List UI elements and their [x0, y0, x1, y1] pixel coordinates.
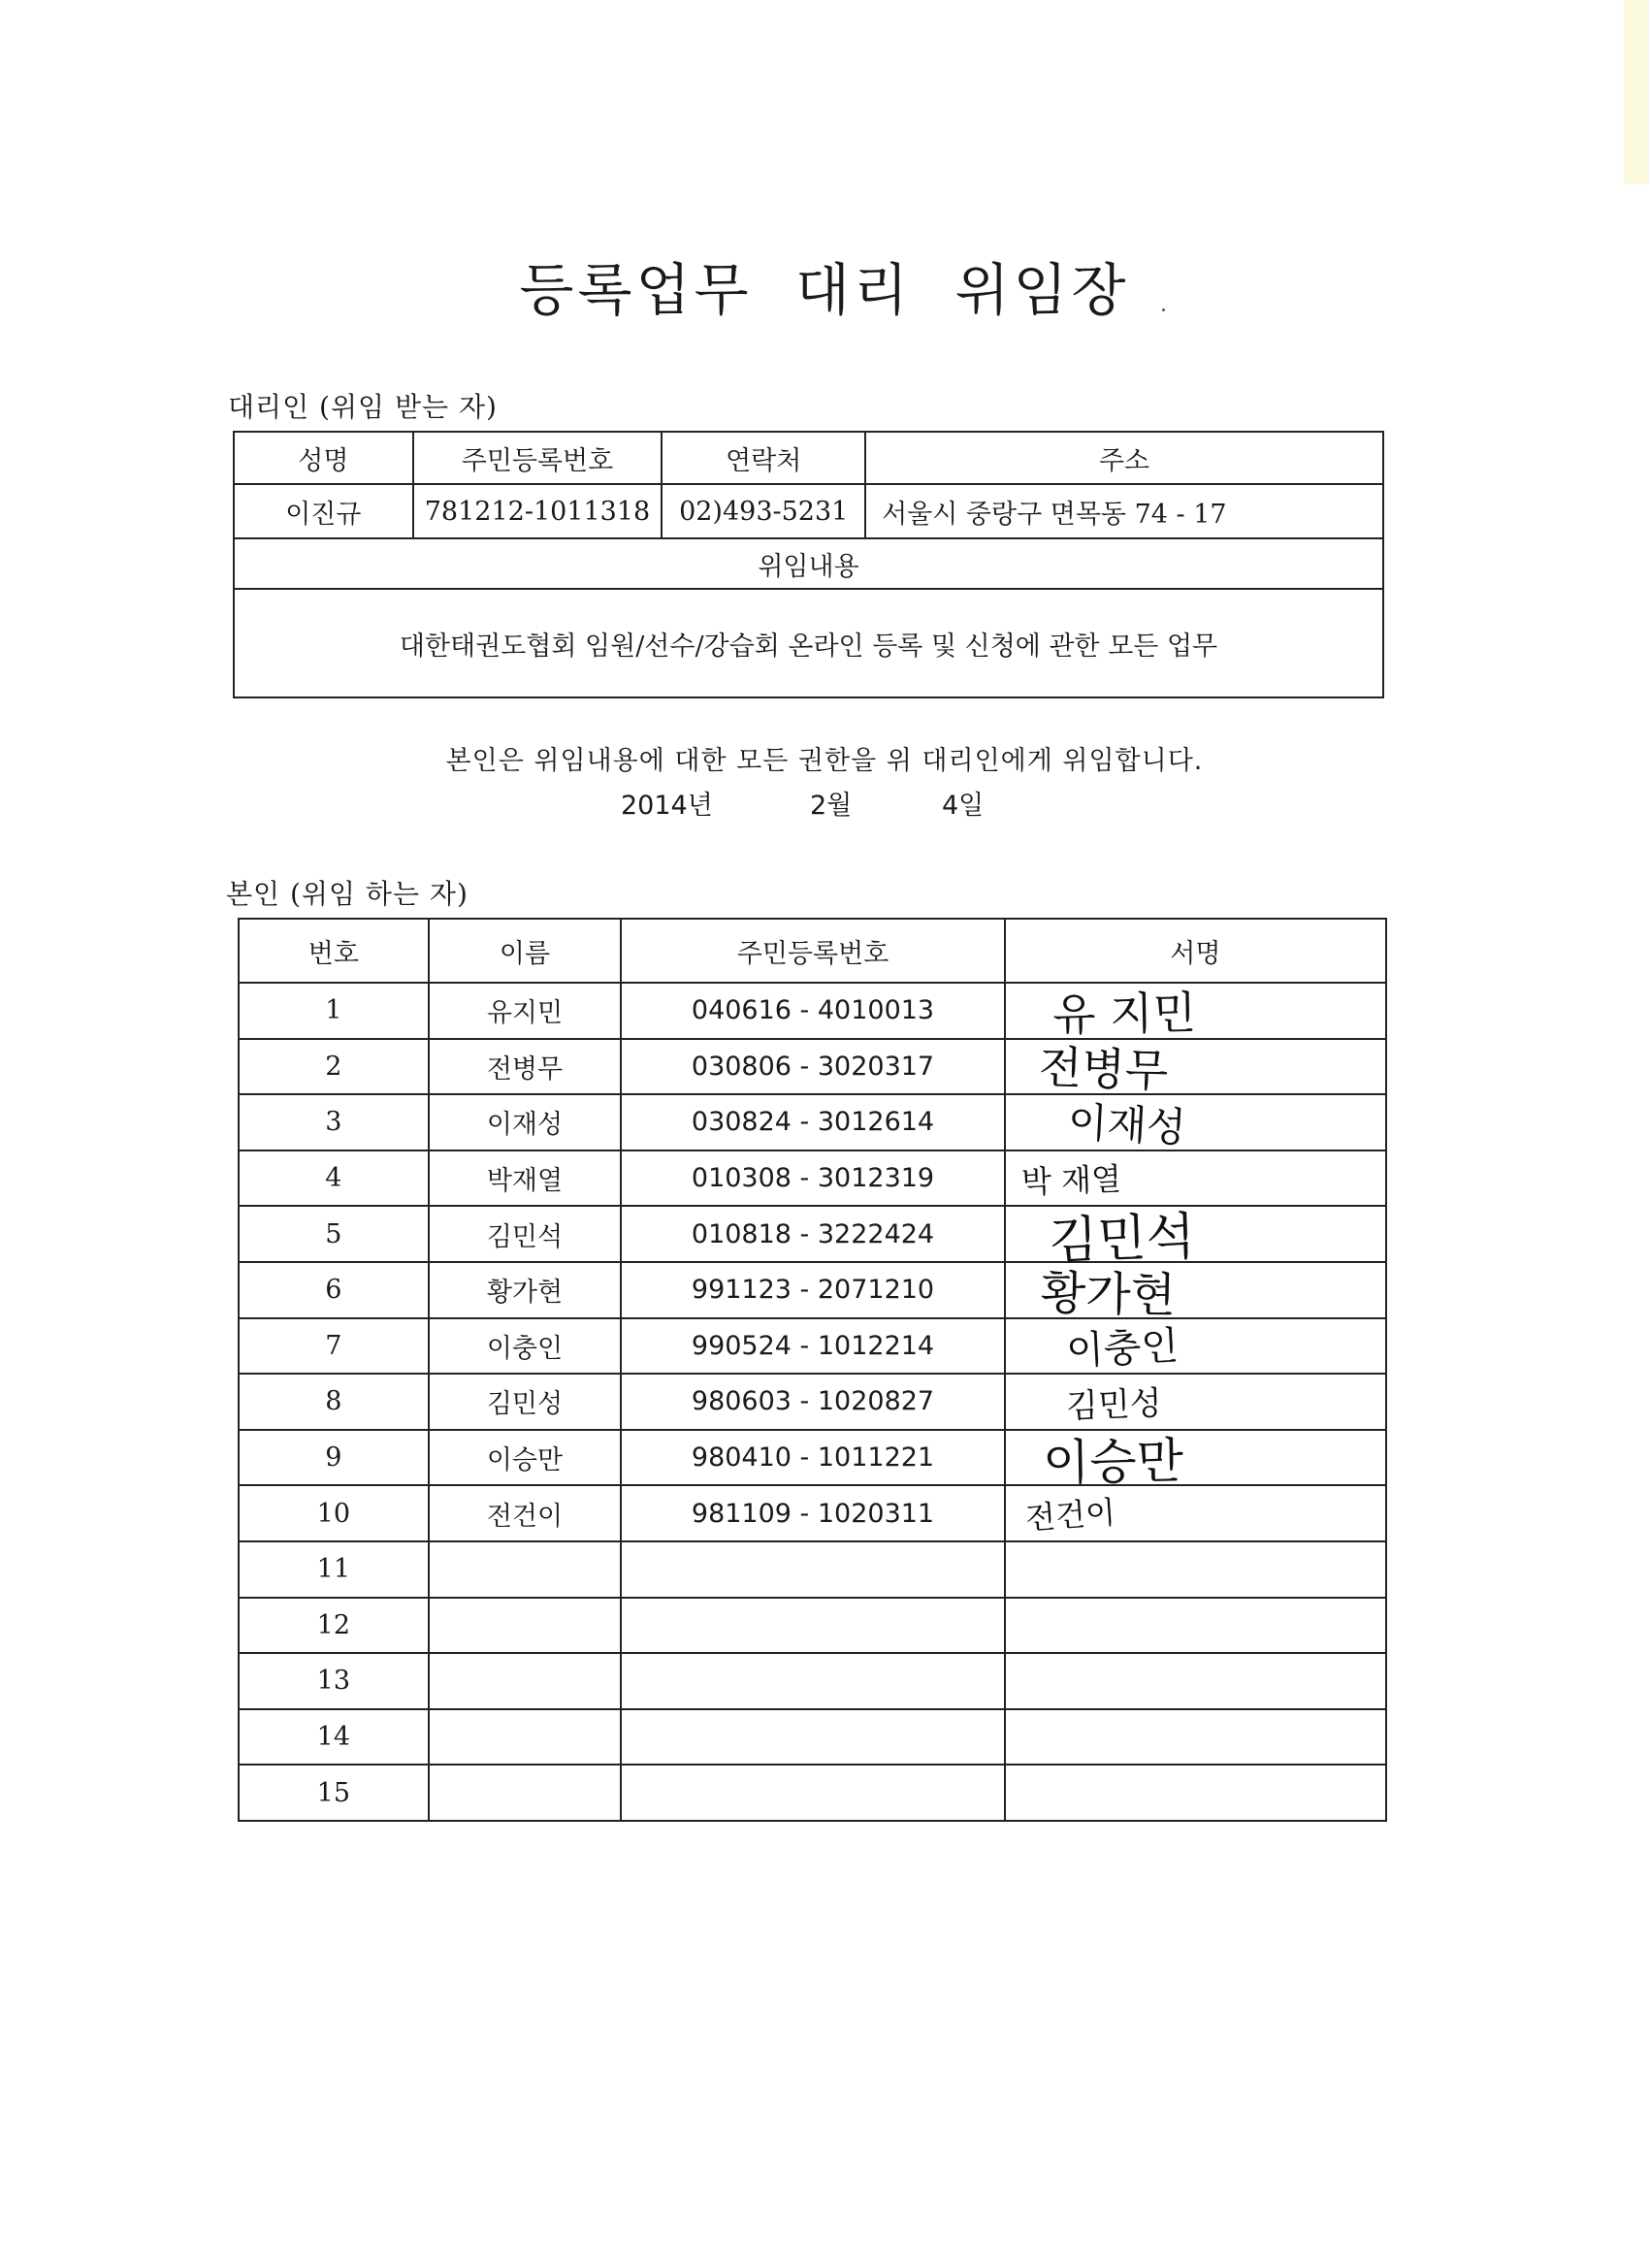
principal-signature-cell	[1005, 1206, 1386, 1272]
agent-header-contact: 연락처	[662, 432, 865, 484]
principal-name	[429, 1765, 622, 1821]
delegation-statement: 본인은 위임내용에 대한 모든 권한을 위 대리인에게 위임합니다.	[445, 746, 1204, 776]
principal-no: 3	[239, 1094, 429, 1150]
principal-no: 4	[239, 1150, 429, 1207]
principal-name: 김민석	[429, 1206, 622, 1262]
principal-signature-cell	[1005, 1709, 1386, 1766]
principal-header-resident-number: 주민등록번호	[621, 919, 1004, 983]
principal-row	[239, 1206, 1386, 1262]
agent-header-name: 성명	[234, 432, 413, 484]
delegation-content-row	[234, 589, 1383, 697]
principal-signature-cell	[1005, 1765, 1386, 1821]
principal-resident-number: 040616 - 4010013	[621, 983, 1004, 1039]
principal-name: 이승만	[429, 1430, 622, 1486]
principal-name	[429, 1541, 622, 1598]
principal-no: 11	[239, 1541, 429, 1598]
document-date	[621, 784, 984, 822]
principal-row	[239, 1765, 1386, 1821]
principal-no: 1	[239, 983, 429, 1039]
principal-resident-number	[621, 1541, 1004, 1598]
principal-no: 9	[239, 1430, 429, 1486]
principal-name: 이충인	[429, 1318, 622, 1375]
handwritten-signature: 이재성	[1066, 1097, 1187, 1152]
principal-signature-cell	[1005, 1653, 1386, 1709]
principal-resident-number	[621, 1709, 1004, 1766]
principal-header-name: 이름	[429, 919, 622, 983]
agent-table	[233, 431, 1384, 698]
principal-name	[429, 1598, 622, 1654]
principal-resident-number	[621, 1653, 1004, 1709]
principal-header-signature: 서명	[1005, 919, 1386, 983]
agent-address: 서울시 중랑구 면목동 74 - 17	[865, 484, 1383, 538]
date-day: 4일	[942, 791, 985, 821]
principal-row	[239, 1709, 1386, 1766]
principal-section-label: 본인 (위임 하는 자)	[226, 878, 469, 910]
principal-signature-cell	[1005, 1262, 1386, 1323]
principal-row	[239, 1485, 1386, 1541]
principal-name	[429, 1653, 622, 1709]
handwritten-signature: 김민석	[1047, 1208, 1196, 1272]
principal-header-no: 번호	[239, 919, 429, 983]
principal-no: 12	[239, 1598, 429, 1654]
handwritten-signature: 박 재열	[1020, 1159, 1122, 1201]
principal-name: 박재열	[429, 1150, 622, 1207]
principal-row	[239, 1653, 1386, 1709]
principal-no: 8	[239, 1374, 429, 1430]
principal-name: 전건이	[429, 1485, 622, 1541]
scan-edge-tint	[1624, 0, 1649, 184]
principal-row	[239, 1094, 1386, 1150]
principal-no: 15	[239, 1765, 429, 1821]
principal-no: 6	[239, 1262, 429, 1318]
principal-name: 김민성	[429, 1374, 622, 1430]
handwritten-signature: 김민성	[1065, 1383, 1163, 1427]
delegation-content: 대한태권도협회 임원/선수/강습회 온라인 등록 및 신청에 관한 모든 업무	[234, 589, 1383, 697]
principal-signature-cell	[1005, 1374, 1386, 1430]
principal-no: 2	[239, 1039, 429, 1095]
principal-row	[239, 983, 1386, 1039]
principal-row	[239, 1150, 1386, 1207]
principal-name: 전병무	[429, 1039, 622, 1095]
handwritten-signature: 유 지민	[1051, 986, 1197, 1042]
principal-resident-number: 010818 - 3222424	[621, 1206, 1004, 1262]
principal-signature-cell	[1005, 1150, 1386, 1207]
agent-contact: 02)493-5231	[662, 484, 865, 538]
agent-data-row	[234, 484, 1383, 538]
principal-signature-cell	[1005, 1039, 1386, 1098]
principal-resident-number: 980603 - 1020827	[621, 1374, 1004, 1430]
principal-resident-number: 981109 - 1020311	[621, 1485, 1004, 1541]
principal-no: 7	[239, 1318, 429, 1375]
principal-signature-cell	[1005, 1430, 1386, 1491]
principal-row	[239, 1374, 1386, 1430]
principal-row	[239, 1262, 1386, 1318]
principal-signature-cell	[1005, 1485, 1386, 1541]
principal-no: 10	[239, 1485, 429, 1541]
handwritten-signature: 황가현	[1040, 1266, 1177, 1323]
principal-resident-number: 030824 - 3012614	[621, 1094, 1004, 1150]
delegation-header: 위임내용	[234, 538, 1383, 589]
principal-row	[239, 1039, 1386, 1095]
principal-name: 이재성	[429, 1094, 622, 1150]
principal-no: 14	[239, 1709, 429, 1766]
principal-row	[239, 1318, 1386, 1375]
principal-resident-number	[621, 1598, 1004, 1654]
date-year: 2014년	[621, 791, 713, 821]
principal-table	[238, 918, 1387, 1822]
principal-name: 황가현	[429, 1262, 622, 1318]
agent-header-address: 주소	[865, 432, 1383, 484]
principal-resident-number	[621, 1765, 1004, 1821]
handwritten-signature: 전건이	[1023, 1493, 1116, 1538]
principal-resident-number: 030806 - 3020317	[621, 1039, 1004, 1095]
principal-row	[239, 1598, 1386, 1654]
agent-header-resident-number: 주민등록번호	[413, 432, 663, 484]
agent-section-label: 대리인 (위임 받는 자)	[228, 391, 498, 423]
agent-name: 이진규	[234, 484, 413, 538]
principal-header-row	[239, 919, 1386, 983]
date-month: 2월	[810, 791, 853, 821]
principal-name	[429, 1709, 622, 1766]
document-title: 등록업무 대리 위임장	[519, 257, 1130, 323]
principal-signature-cell	[1005, 1541, 1386, 1598]
principal-resident-number: 980410 - 1011221	[621, 1430, 1004, 1486]
handwritten-signature: 전병무	[1037, 1041, 1169, 1098]
principal-no: 5	[239, 1206, 429, 1262]
principal-signature-cell	[1005, 1094, 1386, 1150]
handwritten-signature: 이충인	[1064, 1323, 1180, 1375]
principal-row	[239, 1430, 1386, 1486]
principal-resident-number: 991123 - 2071210	[621, 1262, 1004, 1318]
principal-signature-cell	[1005, 983, 1386, 1042]
agent-resident-number: 781212-1011318	[413, 484, 663, 538]
principal-no: 13	[239, 1653, 429, 1709]
agent-header-row	[234, 432, 1383, 484]
principal-row	[239, 1541, 1386, 1598]
handwritten-signature: 이승만	[1042, 1432, 1184, 1491]
principal-signature-cell	[1005, 1598, 1386, 1654]
delegation-header-row	[234, 538, 1383, 589]
principal-name: 유지민	[429, 983, 622, 1039]
principal-resident-number: 010308 - 3012319	[621, 1150, 1004, 1207]
principal-signature-cell	[1005, 1318, 1386, 1375]
principal-resident-number: 990524 - 1012214	[621, 1318, 1004, 1375]
